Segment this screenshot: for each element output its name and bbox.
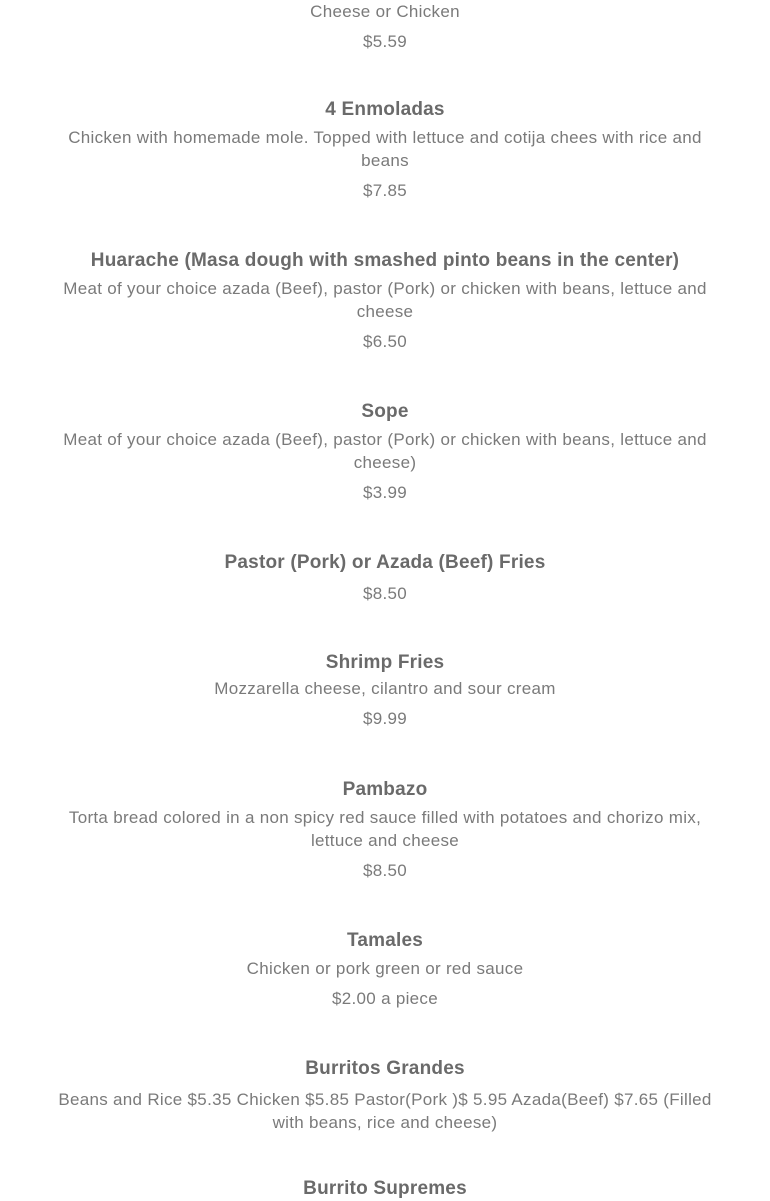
menu-item-price: $3.99 — [362, 483, 408, 502]
menu-item-description: Meat of your choice azada (Beef), pastor (Pork) or chicken with beans, lettuce and cheese) — [63, 430, 707, 472]
menu-item — [50, 0, 720, 53]
menu-item-price: $8.50 — [362, 861, 408, 880]
menu-item-description: Mozzarella cheese, cilantro and sour cream — [214, 679, 556, 698]
menu-item — [50, 1057, 720, 1134]
menu-item-price: $6.50 — [362, 332, 408, 351]
menu-item-description: Cheese or Chicken — [310, 2, 460, 21]
menu-item-name: Pambazo — [342, 779, 428, 800]
menu-item — [50, 778, 720, 882]
menu-item-description: Chicken with homemade mole. Topped with lettuce and cotija chees with rice and beans — [68, 128, 702, 170]
menu-item-description: Torta bread colored in a non spicy red sauce filled with potatoes and chorizo mix, lettuce and cheese — [68, 808, 702, 850]
menu-item-name: Huarache (Masa dough with smashed pinto beans in the center) — [90, 250, 680, 271]
menu-item-name: 4 Enmoladas — [325, 99, 445, 120]
menu-item-price: $9.99 — [362, 709, 408, 728]
menu-item — [50, 249, 720, 353]
menu-item-price: $7.85 — [362, 181, 408, 200]
menu-item-description: Beans and Rice $5.35 Chicken $5.85 Pastor(Pork )$ 5.95 Azada(Beef) $7.65 (Filled with beans, rice and cheese) — [58, 1090, 712, 1132]
menu-item-name: Tamales — [346, 930, 424, 951]
menu-item-name: Sope — [361, 401, 409, 422]
menu-item-price: $8.50 — [362, 584, 408, 603]
menu-item — [50, 98, 720, 202]
menu-item — [50, 1177, 720, 1201]
menu-item-name: Burritos Grandes — [305, 1058, 465, 1079]
menu-item-price: $2.00 a piece — [332, 989, 438, 1008]
menu-item — [50, 551, 720, 605]
menu-item — [50, 651, 720, 730]
menu-item — [50, 929, 720, 1010]
menu-item-name: Pastor (Pork) or Azada (Beef) Fries — [224, 552, 546, 573]
menu-item-name: Shrimp Fries — [325, 652, 445, 673]
menu-item — [50, 400, 720, 504]
menu-item-name: Burrito Supremes — [303, 1178, 467, 1199]
menu-item-description: Meat of your choice azada (Beef), pastor (Pork) or chicken with beans, lettuce and cheese — [63, 279, 707, 321]
menu-item-price: $5.59 — [362, 32, 408, 51]
menu-item-description: Chicken or pork green or red sauce — [246, 959, 524, 978]
